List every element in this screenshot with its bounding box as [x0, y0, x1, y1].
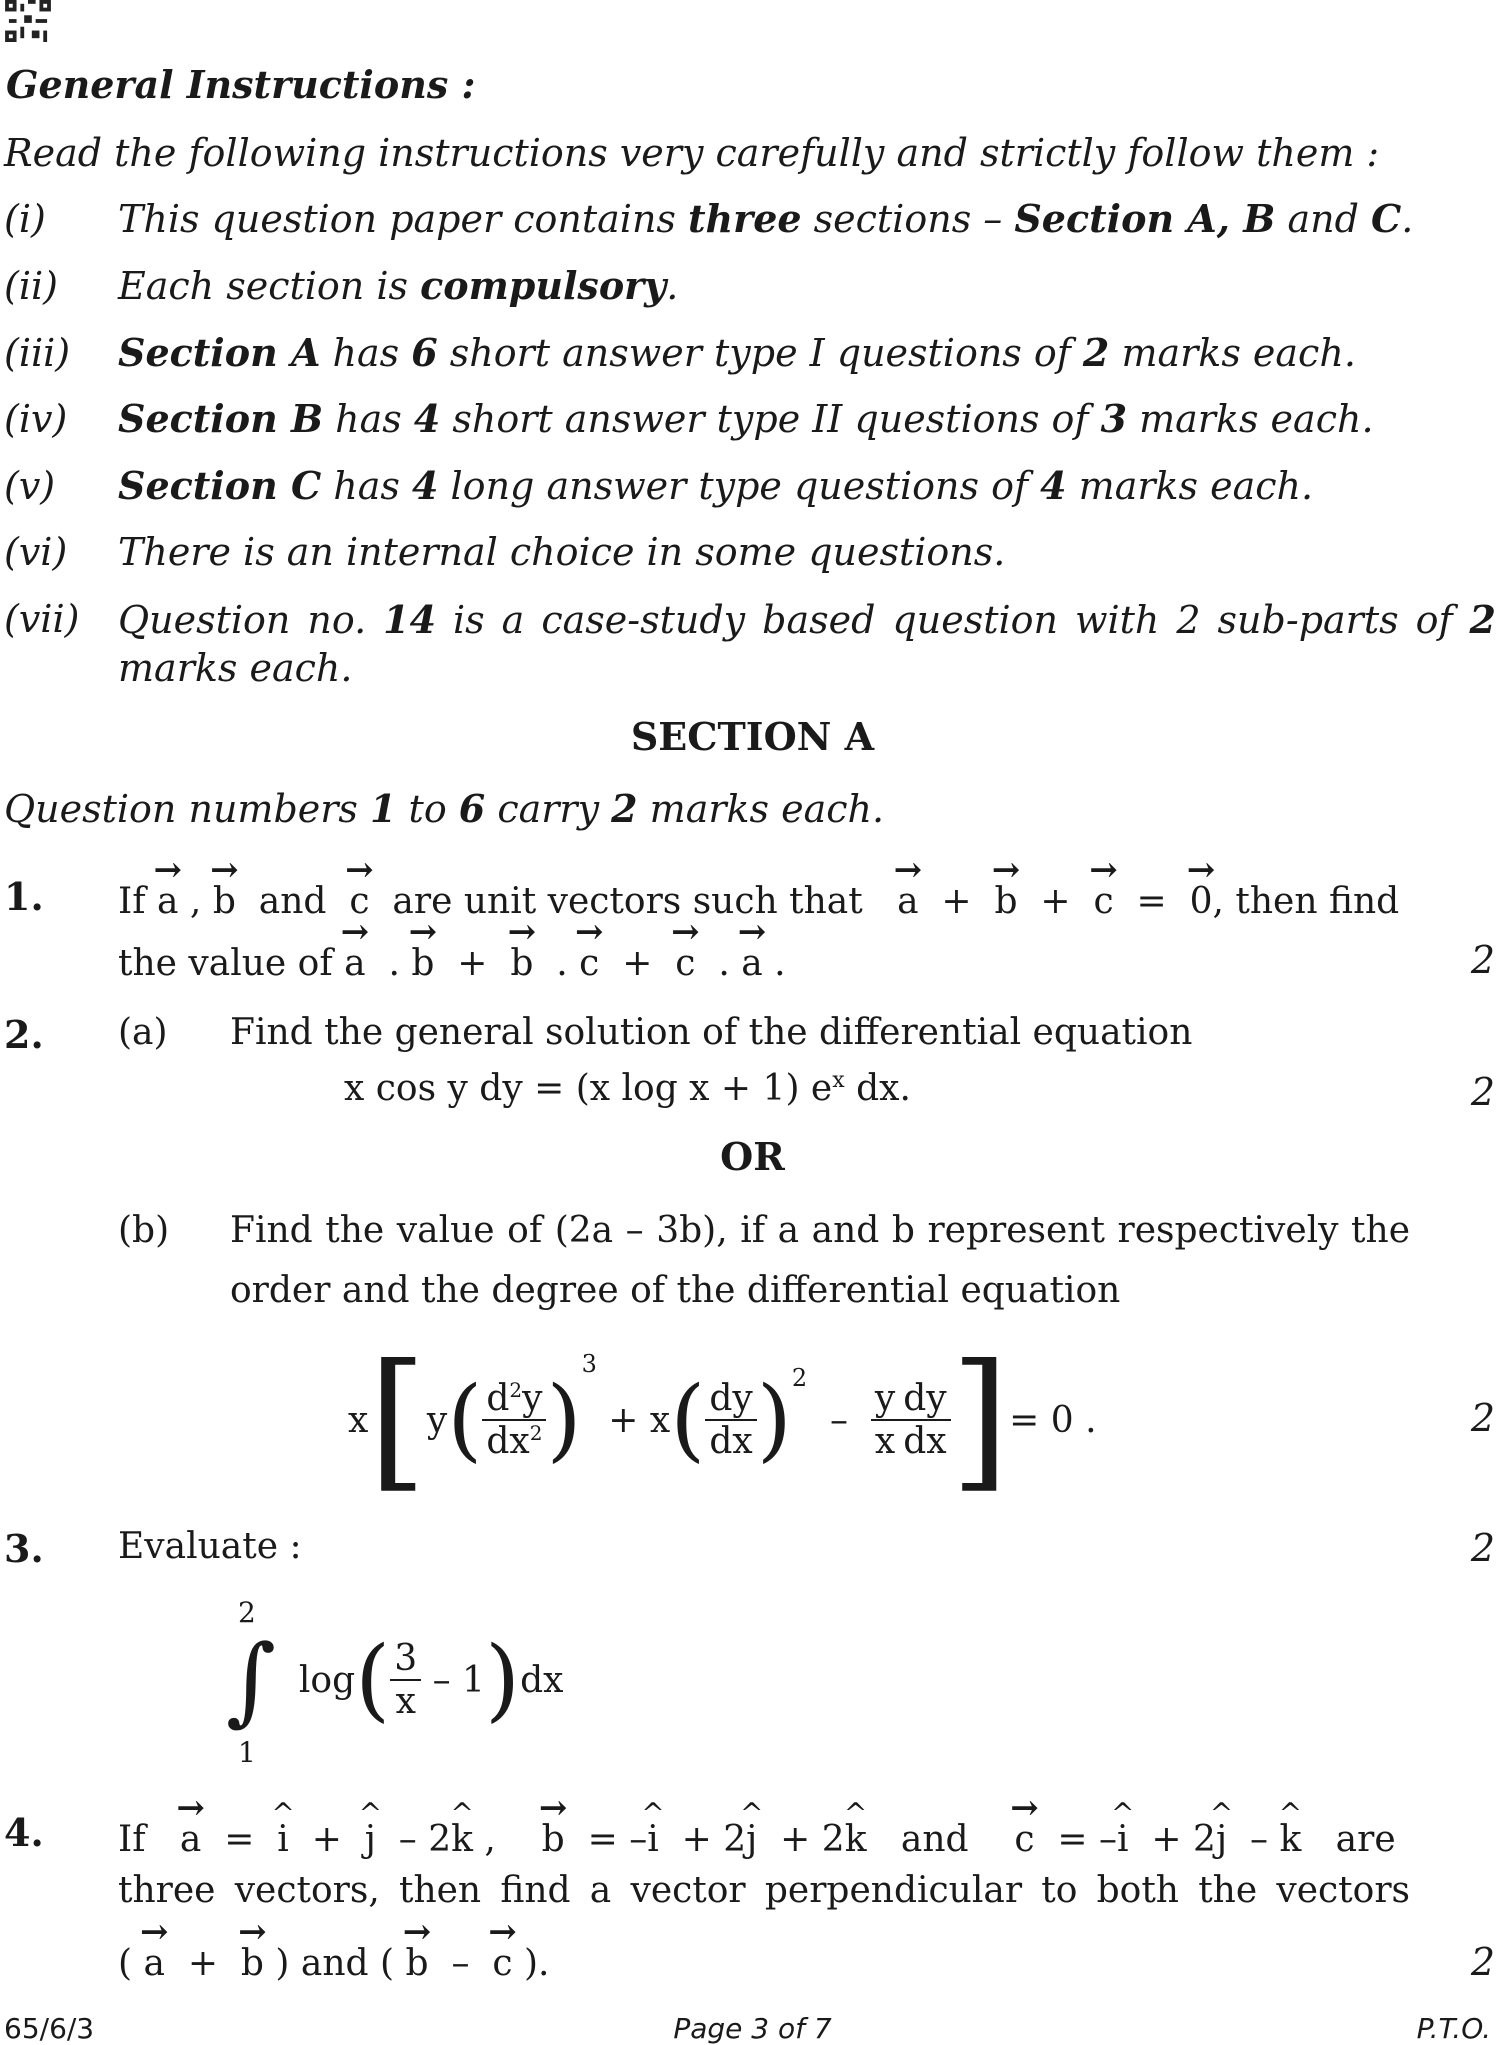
marks: 2	[1470, 1070, 1495, 1114]
question-2a-equation: x cos y dy = (x log x + 1) $e^x$ dx.	[344, 1068, 911, 1109]
instruction-item: This question paper contains three sections – Section A, B and C.	[118, 196, 1414, 241]
marks: 2	[1470, 1526, 1495, 1570]
question-2b-equation: x [ y ( $\frac{d^2y}{dx^2}$ ) $^3$ + x ( $\frac{dy}{dx}$ ) $^2$ – $\frac{y}{x}$ $\frac{dy}{dx}$ ] = 0 .	[348, 1333, 1097, 1507]
qr-code	[4, 0, 52, 42]
marks: 2	[1470, 1396, 1495, 1440]
instructions-intro: Read the following instructions very carefully and strictly follow them :	[4, 131, 1380, 175]
instruction-item: There is an internal choice in some questions.	[118, 530, 1006, 574]
page-number: Page 3 of 7	[673, 2012, 832, 2045]
instructions-heading: General Instructions :	[6, 62, 476, 107]
section-a-title: SECTION A	[630, 714, 875, 759]
question-4-line-1: If → a = ^ i + ^ j – 2^ k , → b = –^ i + 2^ j + 2^ k and → c = –^ i + 2^ j – ^ k are	[118, 1806, 1396, 1864]
marks: 2	[1470, 938, 1495, 982]
or-label: OR	[720, 1134, 785, 1179]
question-2b-text-line-2: order and the degree of the differential equation	[230, 1270, 1121, 1311]
instruction-num: (v)	[4, 464, 56, 508]
instruction-num: (iii)	[4, 331, 71, 375]
question-1-line-2: the value of → a . → b + → b . → c + → c . → a .	[118, 930, 786, 988]
question-1-line-1: If → a , → b and → c are unit vectors such that → a + → b + → c = → 0, then find	[118, 868, 1399, 926]
marks: 2	[1470, 1940, 1495, 1984]
instruction-item: Section B has 4 short answer type II questions of 3 marks each.	[118, 396, 1374, 441]
question-number: 1.	[4, 874, 44, 919]
instruction-num: (vi)	[4, 530, 68, 574]
integral-lower-limit: 1	[238, 1736, 256, 1769]
question-3-integral: ∫ log ( $\frac{3}{x}$ – 1 ) dx	[226, 1624, 564, 1736]
instruction-item: Question no. 14 is a case-study based question with 2 sub-parts of 2 marks each.	[118, 597, 1496, 690]
section-a-note: Question numbers 1 to 6 carry 2 marks each.	[4, 786, 885, 831]
question-2b-text-line-1: Find the value of (2a – 3b), if a and b represent respectively the	[230, 1210, 1410, 1251]
question-4-line-2: three vectors, then find a vector perpendicular to both the vectors	[118, 1870, 1410, 1911]
question-2a-text: Find the general solution of the differential equation	[230, 1012, 1193, 1053]
instruction-num: (iv)	[4, 397, 68, 441]
question-number: 4.	[4, 1810, 44, 1855]
question-number: 2.	[4, 1012, 44, 1057]
integral-upper-limit: 2	[238, 1596, 256, 1629]
instruction-item: Each section is compulsory.	[118, 263, 679, 308]
question-number: 3.	[4, 1526, 44, 1571]
part-label: (b)	[118, 1210, 170, 1251]
instruction-num: (ii)	[4, 264, 58, 308]
question-3-text: Evaluate :	[118, 1526, 302, 1567]
question-4-line-3: ( → a + → b ) and ( → b – → c ).	[118, 1930, 549, 1988]
instruction-item: Section A has 6 short answer type I questions of 2 marks each.	[118, 330, 1356, 375]
instruction-item: Section C has 4 long answer type questions of 4 marks each.	[118, 463, 1314, 508]
instruction-num: (i)	[4, 197, 46, 241]
pto-label: P.T.O.	[1416, 2012, 1491, 2045]
instruction-num: (vii)	[4, 597, 80, 641]
paper-code: 65/6/3	[4, 2012, 95, 2045]
part-label: (a)	[118, 1012, 168, 1053]
